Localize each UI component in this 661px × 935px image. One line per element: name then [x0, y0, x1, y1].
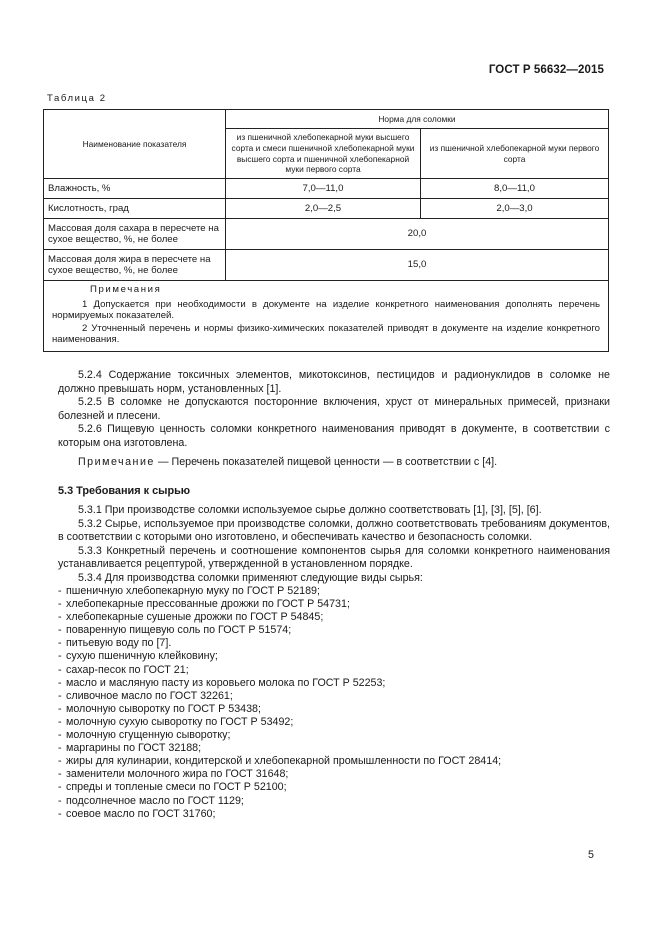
list-item: - сухую пшеничную клейковину;	[58, 650, 218, 663]
list-item: - маргарины по ГОСТ 32188;	[58, 742, 202, 755]
list-marker: -	[58, 689, 62, 702]
list-item: - хлебопекарные прессованные дрожжи по ГОСТ Р 54731;	[58, 598, 350, 611]
page-number: 5	[588, 849, 594, 861]
paragraph-5-2-5: 5.2.5 В соломке не допускаются посторонние включения, хруст от минеральных примесей, признаки болезней и плесени.	[58, 396, 610, 422]
list-marker: -	[58, 781, 62, 794]
indicator-column-header: Наименование показателя	[44, 110, 226, 179]
list-item: - подсолнечное масло по ГОСТ 1129;	[58, 794, 244, 807]
norm-value-merged: 20,0	[226, 219, 609, 250]
paragraph-5-3-4: 5.3.4 Для производства соломки применяют следующие виды сырья:	[78, 571, 423, 584]
column-header-first-grade-flour: из пшеничной хлебопекарной муки первого сорта	[421, 129, 609, 179]
list-marker: -	[58, 676, 62, 689]
list-item: - сливочное масло по ГОСТ 32261;	[58, 689, 233, 702]
list-item: - масло и масляную пасту из коровьего молока по ГОСТ Р 52253;	[58, 676, 386, 689]
list-item: - сахар-песок по ГОСТ 21;	[58, 663, 189, 676]
norm-group-header: Норма для соломки	[226, 110, 609, 129]
list-item: - молочную сгущенную сыворотку;	[58, 729, 231, 742]
table-row	[44, 250, 609, 281]
list-item: - заменители молочного жира по ГОСТ 31648;	[58, 768, 289, 781]
list-item: - поваренную пищевую соль по ГОСТ Р 51574;	[58, 624, 292, 637]
notes-title: Примечания	[90, 284, 162, 295]
list-marker: -	[58, 742, 62, 755]
list-item: - питьевую воду по [7].	[58, 637, 172, 650]
paragraph-5-3-1: 5.3.1 При производстве соломки используемое сырье должно соответствовать [1], [3], [5], [6].	[78, 504, 542, 516]
note-item: 2 Уточненный перечень и нормы физико-химических показателей приводят в документе на изделие конкретного наименования.	[52, 322, 600, 345]
raw-materials-list	[58, 585, 610, 821]
table-caption: Таблица 2	[47, 93, 107, 104]
list-item: - молочную сыворотку по ГОСТ Р 53438;	[58, 702, 261, 715]
indicator-name: Кислотность, град	[44, 199, 226, 219]
list-marker: -	[58, 729, 62, 742]
norm-value: 8,0—11,0	[421, 179, 609, 199]
main-text	[58, 369, 610, 821]
list-marker: -	[58, 715, 62, 728]
list-item: - спреды и топленые смеси по ГОСТ Р 52100;	[58, 781, 287, 794]
norm-value-merged: 15,0	[226, 250, 609, 281]
list-marker: -	[58, 807, 62, 820]
paragraph-5-2-4: 5.2.4 Содержание токсичных элементов, микотоксинов, пестицидов и радионуклидов в соломке не должно превышать норм, установленных [1].	[58, 369, 610, 395]
list-item: - хлебопекарные сушеные дрожжи по ГОСТ Р 54845;	[58, 611, 324, 624]
paragraph-5-2-6: 5.2.6 Пищевую ценность соломки конкретного наименования приводят в документе, в соответствии с которым она изготовлена.	[58, 423, 610, 449]
list-marker: -	[58, 702, 62, 715]
norm-value: 2,0—2,5	[226, 199, 421, 219]
list-marker: -	[58, 663, 62, 676]
list-marker: -	[58, 794, 62, 807]
norms-table	[43, 109, 609, 352]
note-text: — Перечень показателей пищевой ценности — в соответствии с [4].	[157, 456, 498, 468]
paragraph-note	[58, 456, 610, 470]
list-marker: -	[58, 650, 62, 663]
norm-value: 7,0—11,0	[226, 179, 421, 199]
indicator-name: Массовая доля жира в пересчете на сухое вещество, %, не более	[44, 250, 226, 281]
list-item: - соевое масло по ГОСТ 31760;	[58, 807, 216, 820]
table-notes	[44, 281, 609, 352]
list-marker: -	[58, 598, 62, 611]
list-marker: -	[58, 624, 62, 637]
list-marker: -	[58, 585, 62, 597]
table-row	[44, 219, 609, 250]
list-marker: -	[58, 768, 62, 781]
list-item: - жиры для кулинарии, кондитерской и хлебопекарной промышленности по ГОСТ 28414;	[58, 755, 502, 768]
paragraph-5-3-2: 5.3.2 Сырье, используемое при производстве соломки, должно соответствовать требованиям документов, в соответствии с которыми оно изготовлено, и обеспечивать качество и безопасность соломки.	[58, 517, 610, 543]
document-standard-number: ГОСТ Р 56632—2015	[488, 64, 604, 76]
list-marker: -	[58, 611, 62, 624]
column-header-premium-flour: из пшеничной хлебопекарной муки высшего сорта и смеси пшеничной хлебопекарной муки высшего сорта и пшеничной хлебопекарной муки первого сорта	[226, 129, 421, 179]
list-item: - молочную сухую сыворотку по ГОСТ Р 53492;	[58, 715, 294, 728]
list-item: - пшеничную хлебопекарную муку по ГОСТ Р 52189;	[58, 585, 320, 597]
table-row	[44, 199, 609, 219]
section-title: 5.3 Требования к сырью	[58, 484, 191, 497]
list-marker: -	[58, 637, 62, 650]
note-label: Примечание	[78, 456, 155, 468]
paragraph-5-3-3: 5.3.3 Конкретный перечень и соотношение компонентов сырья для соломки конкретного наименования устанавливается рецептурой, утвержденной в установленном порядке.	[58, 544, 610, 570]
list-marker: -	[58, 755, 62, 768]
table-row	[44, 179, 609, 199]
note-item: 1 Допускается при необходимости в документе на изделие конкретного наименования дополнять перечень нормируемых показателей.	[52, 298, 600, 321]
norm-value: 2,0—3,0	[421, 199, 609, 219]
indicator-name: Влажность, %	[44, 179, 226, 199]
indicator-name: Массовая доля сахара в пересчете на сухое вещество, %, не более	[44, 219, 226, 250]
